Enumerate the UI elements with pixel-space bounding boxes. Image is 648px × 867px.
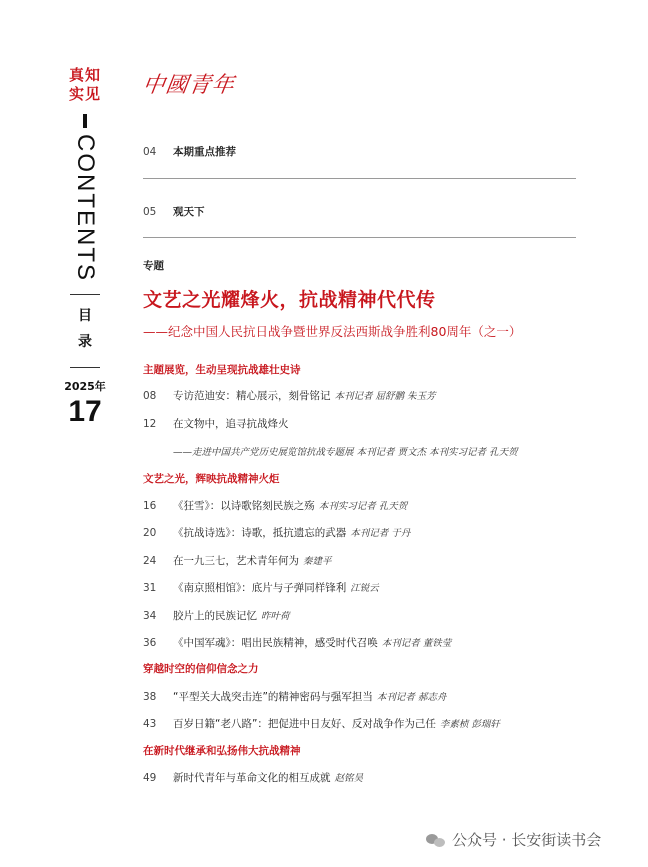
toc-entry[interactable] (143, 553, 332, 568)
page-number: 34 (143, 610, 157, 622)
toc-entry[interactable] (143, 498, 407, 513)
toc-entry[interactable] (143, 635, 451, 650)
entry-author: 秦建平 (303, 556, 332, 567)
issue-year: 2025年 (64, 380, 106, 393)
entry-title: 在一九三七，艺术青年何为 (173, 555, 299, 567)
entry-author: 李素桢 彭瑞轩 (439, 719, 500, 730)
sidebar-divider (70, 294, 100, 295)
mulu-char-2: 录 (78, 334, 92, 350)
entry-author: 本刊记者 郝志舟 (376, 692, 447, 703)
entry-author: 本刊记者 董铁莹 (381, 638, 452, 649)
entry-title: 胶片上的民族记忆 (173, 610, 257, 622)
brand-line-1: 真知 (68, 66, 101, 84)
page-number: 20 (143, 527, 157, 539)
page-number: 05 (143, 206, 157, 218)
toc-entry[interactable] (143, 204, 205, 219)
feature-subtitle: ——纪念中国人民抗日战争暨世界反法西斯战争胜利80周年（之一） (143, 324, 522, 339)
toc-entry[interactable] (143, 716, 500, 731)
issue-number: 17 (68, 395, 102, 428)
page-number: 43 (143, 718, 157, 730)
entry-title: 本期重点推荐 (173, 146, 236, 158)
entry-title: 新时代青年与革命文化的相互成就 (173, 772, 331, 784)
page-number: 04 (143, 146, 157, 158)
entry-author: 昨叶荷 (261, 611, 290, 622)
toc-entry[interactable] (143, 388, 436, 403)
toc-entry[interactable] (143, 608, 290, 623)
mulu-char-1: 目 (78, 308, 92, 324)
entry-title: 《抗战诗选》：诗歌，抵抗遗忘的武器 (173, 527, 347, 539)
page-number: 16 (143, 500, 157, 512)
entry-title: 《狂雪》：以诗歌铭刻民族之殇 (173, 500, 315, 512)
toc-entry[interactable] (143, 144, 236, 159)
toc-entry[interactable] (143, 689, 446, 704)
group-heading: 在新时代继承和弘扬伟大抗战精神 (143, 745, 301, 757)
entry-title: 观天下 (173, 206, 205, 218)
entry-continuation: ——走进中国共产党历史展览馆抗战专题展 本刊记者 贾文杰 本刊实习记者 孔天贺 (173, 447, 518, 458)
page-number: 08 (143, 390, 157, 402)
divider-rule (143, 237, 576, 238)
entry-title: 《南京照相馆》：底片与子弹同样锋利 (173, 582, 347, 594)
page-number: 12 (143, 418, 157, 430)
contents-heading: CONTENTS (72, 134, 99, 282)
toc-entry[interactable] (143, 580, 379, 595)
page-number: 49 (143, 772, 157, 784)
sidebar (56, 66, 114, 428)
entry-title: “平型关大战突击连”的精神密码与强军担当 (173, 691, 373, 703)
watermark-text: 公众号 · 长安街读书会 (452, 831, 602, 849)
section-label: 专题 (143, 260, 164, 272)
entry-author: 本刊实习记者 孔天贺 (318, 501, 408, 512)
magazine-logo: 中國青年 (140, 73, 237, 98)
toc-entry[interactable] (143, 525, 410, 540)
page-number: 38 (143, 691, 157, 703)
wechat-icon (426, 832, 446, 848)
group-heading: 穿越时空的信仰信念之力 (143, 663, 259, 675)
entry-title: 在文物中，追寻抗战烽火 (173, 418, 289, 430)
toc-entry[interactable] (143, 416, 289, 431)
page-number: 36 (143, 637, 157, 649)
sidebar-divider-2 (70, 367, 100, 368)
group-heading: 主题展览，生动呈现抗战雄壮史诗 (143, 364, 301, 376)
divider-rule (143, 178, 576, 179)
page-number: 31 (143, 582, 157, 594)
toc-entry[interactable] (143, 770, 363, 785)
group-heading: 文艺之光，辉映抗战精神火炬 (143, 473, 280, 485)
entry-title: 专访范迪安：精心展示，刻骨铭记 (173, 390, 331, 402)
wechat-watermark (426, 829, 601, 850)
entry-author: 赵铭昊 (334, 773, 364, 784)
feature-title: 文艺之光耀烽火，抗战精神代代传 (143, 289, 436, 311)
entry-author: 江锐云 (350, 583, 379, 594)
vertical-bar-divider (83, 114, 87, 128)
entry-author: 本刊记者 屈舒鹏 朱玉芳 (334, 391, 436, 402)
entry-author: 本刊记者 于丹 (350, 528, 411, 539)
brand-line-2: 实见 (68, 85, 101, 103)
page-number: 24 (143, 555, 157, 567)
entry-title: 《中国军魂》：唱出民族精神，感受时代召唤 (173, 637, 378, 649)
entry-title: 百岁日籍“老八路”：把促进中日友好、反对战争作为己任 (173, 718, 436, 730)
